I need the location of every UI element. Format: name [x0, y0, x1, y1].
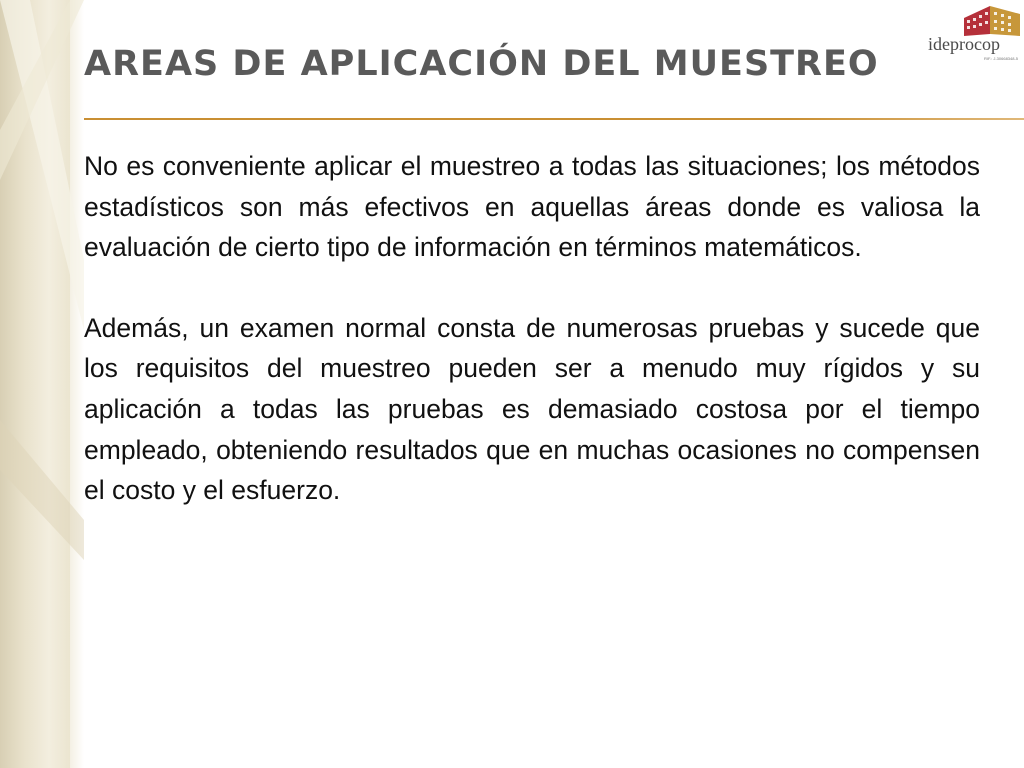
logo-tagline: RIF.: J-30668348-5 [984, 56, 1019, 61]
body-paragraph-2: Además, un examen normal consta de numerosas pruebas y sucede que los requisitos del muestreo pueden ser a menudo muy rígidos y su aplicación a todas las pruebas es demasiado costosa por el tiempo empleado, obteniendo resultados que en muchas ocasiones no compensen el costo y el esfuerzo. [84, 312, 980, 506]
title-underline [84, 118, 1024, 120]
slide-body [84, 146, 980, 511]
logo-name: ideprocop [928, 34, 1000, 54]
slide-title: AREAS DE APLICACIÓN DEL MUESTREO [84, 44, 879, 84]
body-paragraph-1: No es conveniente aplicar el muestreo a todas las situaciones; los métodos estadísticos son más efectivos en aquellas áreas donde es valiosa la evaluación de cierto tipo de información en términos matemáticos. [84, 151, 980, 263]
decorative-diagonal-stripes [0, 0, 84, 768]
